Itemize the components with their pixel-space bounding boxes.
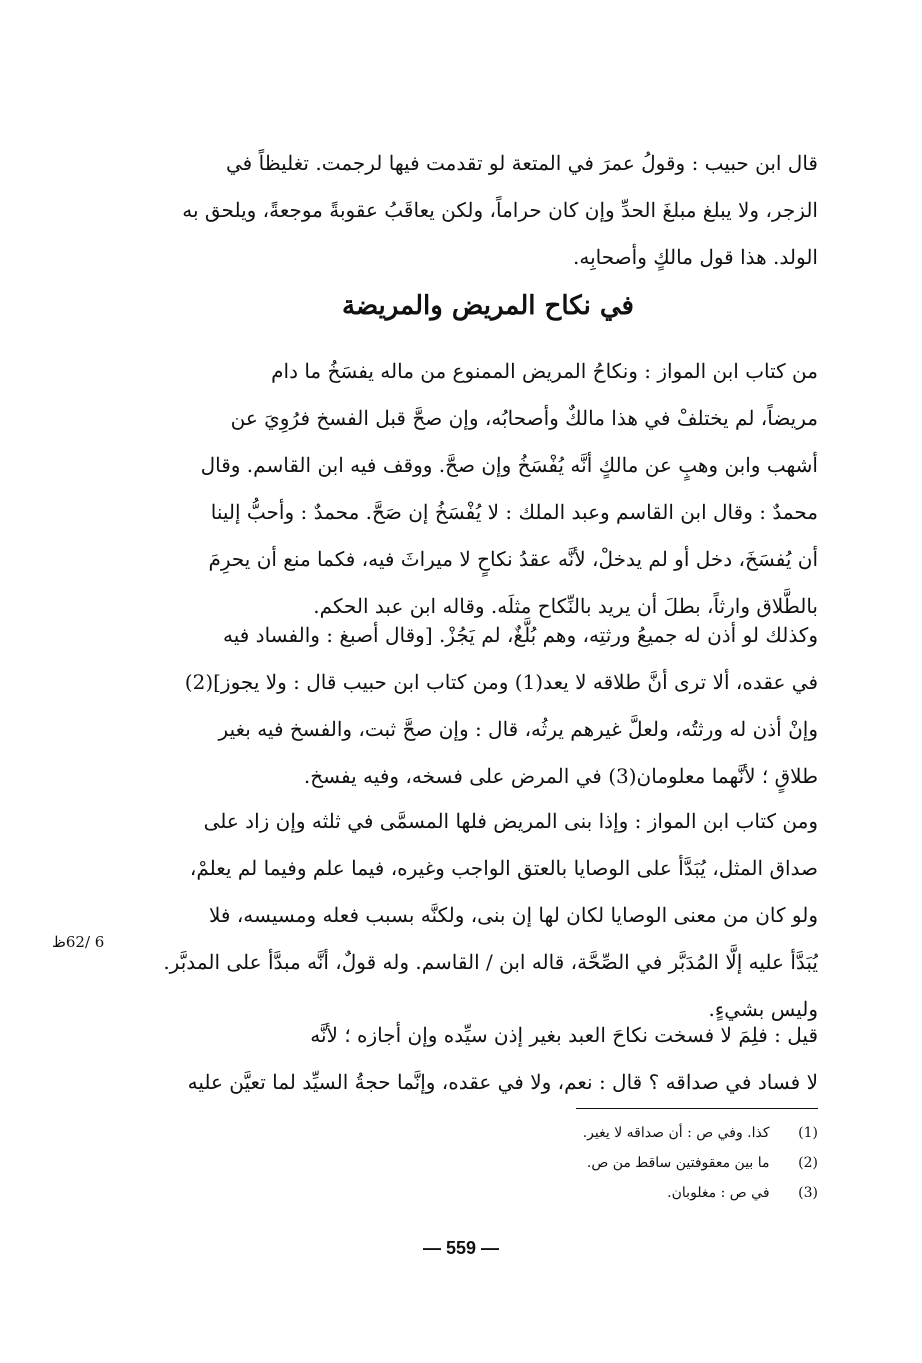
- margin-folio-note: 6 /62ظ: [52, 933, 105, 951]
- text-line: أشهب وابن وهبٍ عن مالكٍ أنَّه يُفْسَخُ وإن صحَّ. ووقف فيه ابن القاسم. وقال: [200, 453, 818, 477]
- text-line: لا فساد في صداقه ؟ قال : نعم، ولا في عقده، وإنَّما حجةُ السيِّد لما تعيَّن عليه: [187, 1070, 818, 1094]
- page-number: — 559 —: [422, 1238, 500, 1258]
- footnotes: [300, 1118, 818, 1208]
- text-line: مريضاً، لم يختلفْ في هذا مالكٌ وأصحابُه، وإن صحَّ قبل الفسخ فرُوِيَ عن: [230, 406, 818, 430]
- text-line: الولد. هذا قول مالكٍ وأصحابِه.: [573, 245, 818, 269]
- text-line: طلاقٍ ؛ لأنَّهما معلومان(3) في المرض على فسخه، وفيه يفسخ.: [303, 764, 818, 788]
- text-line: وكذلك لو أذن له جميعُ ورثتِه، وهم بُلَّغٌ، لم يَجُزْ. [وقال أصبغ : والفساد فيه: [223, 623, 818, 647]
- text-line: أن يُفسَخَ، دخل أو لم يدخلْ، لأنَّه عقدُ نكاحٍ لا ميراثَ فيه، فكما منع أن يحرِمَ: [208, 547, 818, 571]
- paragraph-4: [158, 798, 818, 1033]
- paragraph-5: [158, 1012, 818, 1106]
- text-line: قيل : فلِمَ لا فسخت نكاحَ العبد بغير إذن سيِّده وإن أجازه ؛ لأنَّه: [310, 1023, 818, 1047]
- text-line: الزجر، ولا يبلغ مبلغَ الحدِّ وإن كان حراماً، ولكن يعاقَبُ عقوبةً موجعةً، ويلحق به: [182, 198, 818, 222]
- footnote-text: كذا. وفي ص : أن صداقه لا يغير.: [582, 1125, 770, 1141]
- text-line: محمدٌ : وقال ابن القاسم وعبد الملك : لا يُفْسَخُ إن صَحَّ. محمدٌ : وأحبُّ إلينا: [210, 500, 818, 524]
- footnote-number: (3): [798, 1185, 818, 1201]
- text-line: من كتاب ابن المواز : ونكاحُ المريض الممنوع من ماله يفسَخُ ما دام: [271, 359, 818, 383]
- paragraph-1: [158, 140, 818, 281]
- footnote-text: ما بين معقوفتين ساقط من ص.: [586, 1155, 770, 1171]
- section-heading: في نكاح المريض والمريضة: [342, 291, 634, 321]
- text-line: قال ابن حبيب : وقولُ عمرَ في المتعة لو تقدمت فيها لرجمت. تغليظاً في: [226, 151, 818, 175]
- text-line: بالطَّلاق وارثاً، بطلَ أن يريد بالنِّكاح مثلَه. وقاله ابن عبد الحكم.: [313, 594, 818, 618]
- footnote-text: في ص : مغلوبان.: [667, 1185, 770, 1201]
- footnote: [300, 1118, 818, 1148]
- text-line: ولو كان من معنى الوصايا لكان لها إن بنى، ولكنَّه بسبب فعله ومسيسه، فلا: [208, 903, 818, 927]
- text-line: وإنْ أذن له ورثتُه، ولعلَّ غيرهم يرثُه، قال : وإن صحَّ ثبت، والفسخ فيه بغير: [218, 717, 818, 741]
- footnote: [300, 1148, 818, 1178]
- text-line: يُبَدَّأ عليه إلَّا المُدَبَّر في الصِّحَّة، قاله ابن / القاسم. وله قولٌ، أنَّه مبدَّأ على المدبَّر.: [163, 950, 818, 974]
- footnote: [300, 1178, 818, 1208]
- text-line: وليس بشيءٍ.: [708, 997, 818, 1021]
- footnote-separator: [576, 1108, 818, 1109]
- footnote-number: (2): [798, 1155, 818, 1171]
- text-line: صداق المثل، يُبَدَّأ على الوصايا بالعتق الواجب وغيره، فيما علم وفيما لم يعلمْ،: [189, 856, 818, 880]
- text-line: ومن كتاب ابن المواز : وإذا بنى المريض فلها المسمَّى في ثلثه وإن زاد على: [203, 809, 818, 833]
- paragraph-3: [158, 612, 818, 800]
- paragraph-2: [158, 348, 818, 630]
- text-line: في عقده، ألا ترى أنَّ طلاقه لا يعد(1) ومن كتاب ابن حبيب قال : ولا يجوز](2): [184, 670, 818, 694]
- footnote-number: (1): [798, 1125, 818, 1141]
